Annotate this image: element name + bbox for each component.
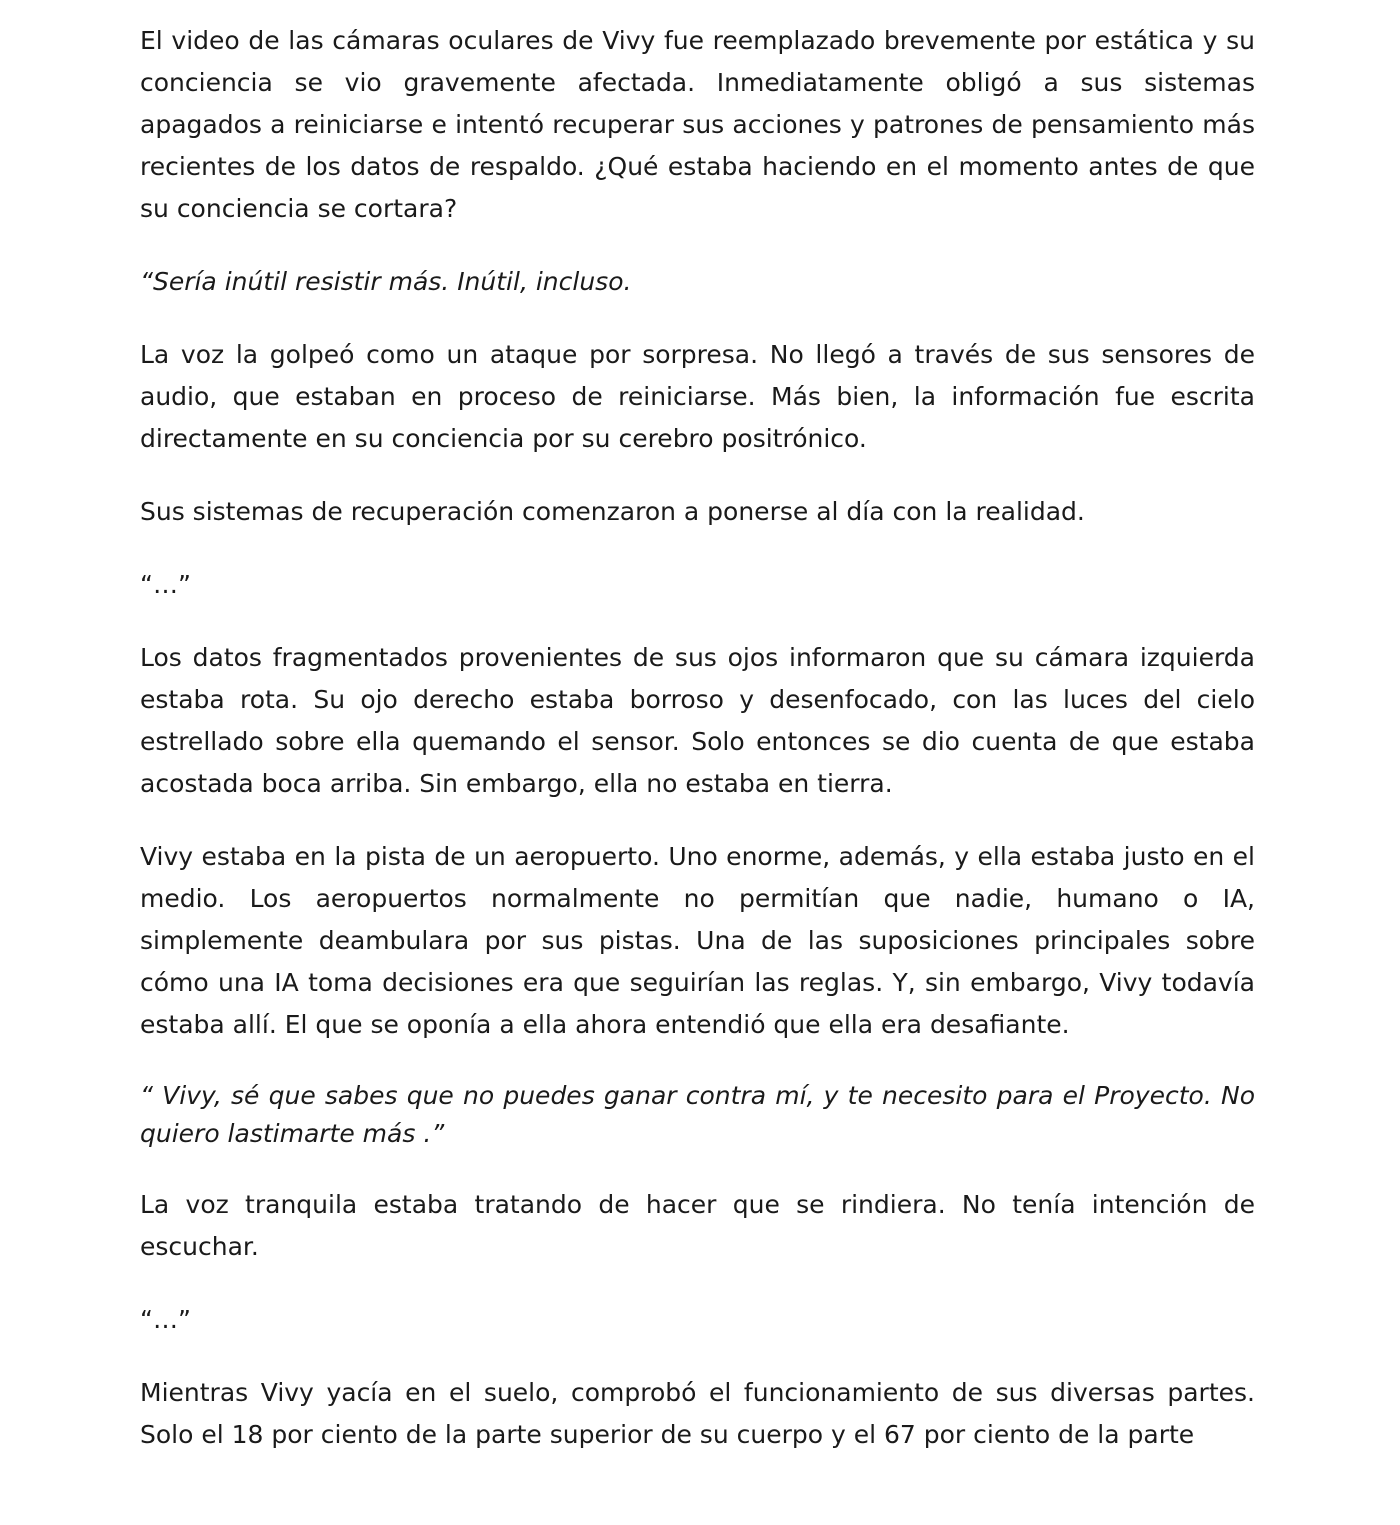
paragraph-4: Sus sistemas de recuperación comenzaron a ponerse al día con la realidad. xyxy=(140,497,1085,526)
paragraph-6: Los datos fragmentados provenientes de sus ojos informaron que su cámara izquierda estaba rota. Su ojo derecho estaba borroso y desenfocado, con las luces del cielo estrellado sobre ella quemando el sensor. Solo entonces se dio cuenta de que estaba acostada boca arriba. Sin embargo, ella no estaba en tierra. xyxy=(140,643,1255,798)
paragraph-2-quote: “Sería inútil resistir más. Inútil, incluso. xyxy=(140,267,632,296)
paragraph-8-quote: “ Vivy, sé que sabes que no puedes ganar contra mí, y te necesito para el Proyecto. No quiero lastimarte más .” xyxy=(140,1081,1255,1148)
document-page xyxy=(140,20,1255,1456)
paragraph-9: La voz tranquila estaba tratando de hacer que se rindiera. No tenía intención de escuchar. xyxy=(140,1190,1255,1261)
paragraph-1: El video de las cámaras oculares de Vivy fue reemplazado brevemente por estática y su conciencia se vio gravemente afectada. Inmediatamente obligó a sus sistemas apagados a reiniciarse e intentó recuperar sus acciones y patrones de pensamiento más recientes de los datos de respaldo. ¿Qué estaba haciendo en el momento antes de que su conciencia se cortara? xyxy=(140,26,1255,223)
paragraph-7: Vivy estaba en la pista de un aeropuerto. Uno enorme, además, y ella estaba justo en el medio. Los aeropuertos normalmente no permitían que nadie, humano o IA, simplemente deambulara por sus pistas. Una de las suposiciones principales sobre cómo una IA toma decisiones era que seguirían las reglas. Y, sin embargo, Vivy todavía estaba allí. El que se oponía a ella ahora entendió que ella era desafiante. xyxy=(140,842,1255,1039)
paragraph-11: Mientras Vivy yacía en el suelo, comprobó el funcionamiento de sus diversas partes. Solo el 18 por ciento de la parte superior de su cuerpo y el 67 por ciento de la parte xyxy=(140,1378,1255,1449)
paragraph-5-ellipsis: “…” xyxy=(140,570,191,599)
paragraph-3: La voz la golpeó como un ataque por sorpresa. No llegó a través de sus sensores de audio, que estaban en proceso de reiniciarse. Más bien, la información fue escrita directamente en su conciencia por su cerebro positrónico. xyxy=(140,340,1255,453)
paragraph-10-ellipsis: “…” xyxy=(140,1305,191,1334)
